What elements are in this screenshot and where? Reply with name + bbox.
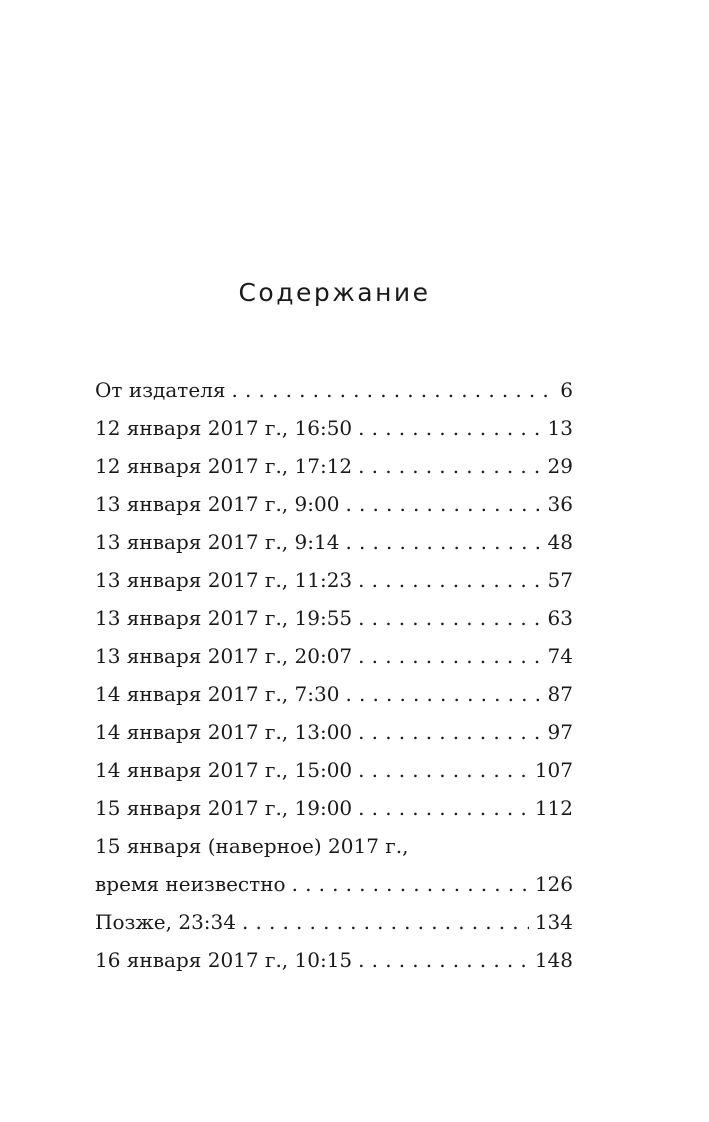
toc-entry: [95, 376, 573, 404]
toc-page-number: 112: [534, 796, 573, 820]
toc-entry-title: 12 января 2017 г., 17:12: [95, 454, 353, 478]
toc-entry-title: От издателя: [95, 378, 226, 402]
toc-dot-leader: [358, 604, 541, 632]
toc-page-number: 48: [547, 530, 573, 554]
toc-entry-title: 13 января 2017 г., 20:07: [95, 644, 353, 668]
toc-entry-title: 13 января 2017 г., 9:14: [95, 530, 340, 554]
toc-entry: [95, 490, 573, 518]
toc-entry: [95, 528, 573, 556]
toc-page-number: 87: [547, 682, 573, 706]
toc-entry-title: 14 января 2017 г., 7:30: [95, 682, 340, 706]
toc-entry-title: время неизвестно: [95, 872, 286, 896]
toc-entry-title: 13 января 2017 г., 19:55: [95, 606, 353, 630]
toc-dot-leader: [242, 908, 529, 936]
toc-dot-leader: [232, 376, 555, 404]
toc-entry: [95, 414, 573, 442]
toc-page-number: 134: [534, 910, 573, 934]
toc-dot-leader: [358, 946, 529, 974]
toc-entry-title: Позже, 23:34: [95, 910, 236, 934]
toc-dot-leader: [358, 566, 541, 594]
toc-entry-title: 16 января 2017 г., 10:15: [95, 948, 353, 972]
toc-entry: [95, 756, 573, 784]
toc-dot-leader: [345, 528, 541, 556]
toc-entry-title: 15 января 2017 г., 19:00: [95, 796, 353, 820]
toc-entry: [95, 452, 573, 480]
toc-entry-title: 12 января 2017 г., 16:50: [95, 416, 353, 440]
toc-page-number: 126: [534, 872, 573, 896]
toc-page-number: 74: [547, 644, 573, 668]
toc-entry: [95, 794, 573, 822]
toc-entry: [95, 680, 573, 708]
toc-entry-title-line1: 15 января (наверное) 2017 г.,: [95, 834, 409, 858]
toc-entry-title: 13 января 2017 г., 11:23: [95, 568, 353, 592]
toc-entry: [95, 642, 573, 670]
toc-dot-leader: [358, 756, 529, 784]
toc-entry: [95, 908, 573, 936]
toc-dot-leader: [358, 452, 541, 480]
toc-dot-leader: [292, 870, 529, 898]
toc-dot-leader: [345, 680, 541, 708]
toc-dot-leader: [358, 642, 541, 670]
toc-entry: [95, 566, 573, 594]
toc-list: [95, 376, 573, 984]
toc-entry: [95, 604, 573, 632]
toc-page-number: 6: [560, 378, 573, 402]
toc-entry: [95, 946, 573, 974]
toc-entry-title: 14 января 2017 г., 15:00: [95, 758, 353, 782]
toc-dot-leader: [358, 414, 541, 442]
toc-dot-leader: [358, 794, 529, 822]
toc-page-number: 13: [547, 416, 573, 440]
toc-page-number: 63: [547, 606, 573, 630]
toc-page-number: 36: [547, 492, 573, 516]
toc-entry: [95, 832, 573, 898]
toc-page-number: 57: [547, 568, 573, 592]
toc-entry: [95, 718, 573, 746]
toc-entry-title: 14 января 2017 г., 13:00: [95, 720, 353, 744]
toc-dot-leader: [345, 490, 541, 518]
toc-entry-title: 13 января 2017 г., 9:00: [95, 492, 340, 516]
toc-page-number: 97: [547, 720, 573, 744]
toc-dot-leader: [358, 718, 541, 746]
toc-title: Содержание: [238, 278, 431, 307]
toc-page-number: 107: [534, 758, 573, 782]
toc-page-number: 29: [547, 454, 573, 478]
toc-page-number: 148: [534, 948, 573, 972]
